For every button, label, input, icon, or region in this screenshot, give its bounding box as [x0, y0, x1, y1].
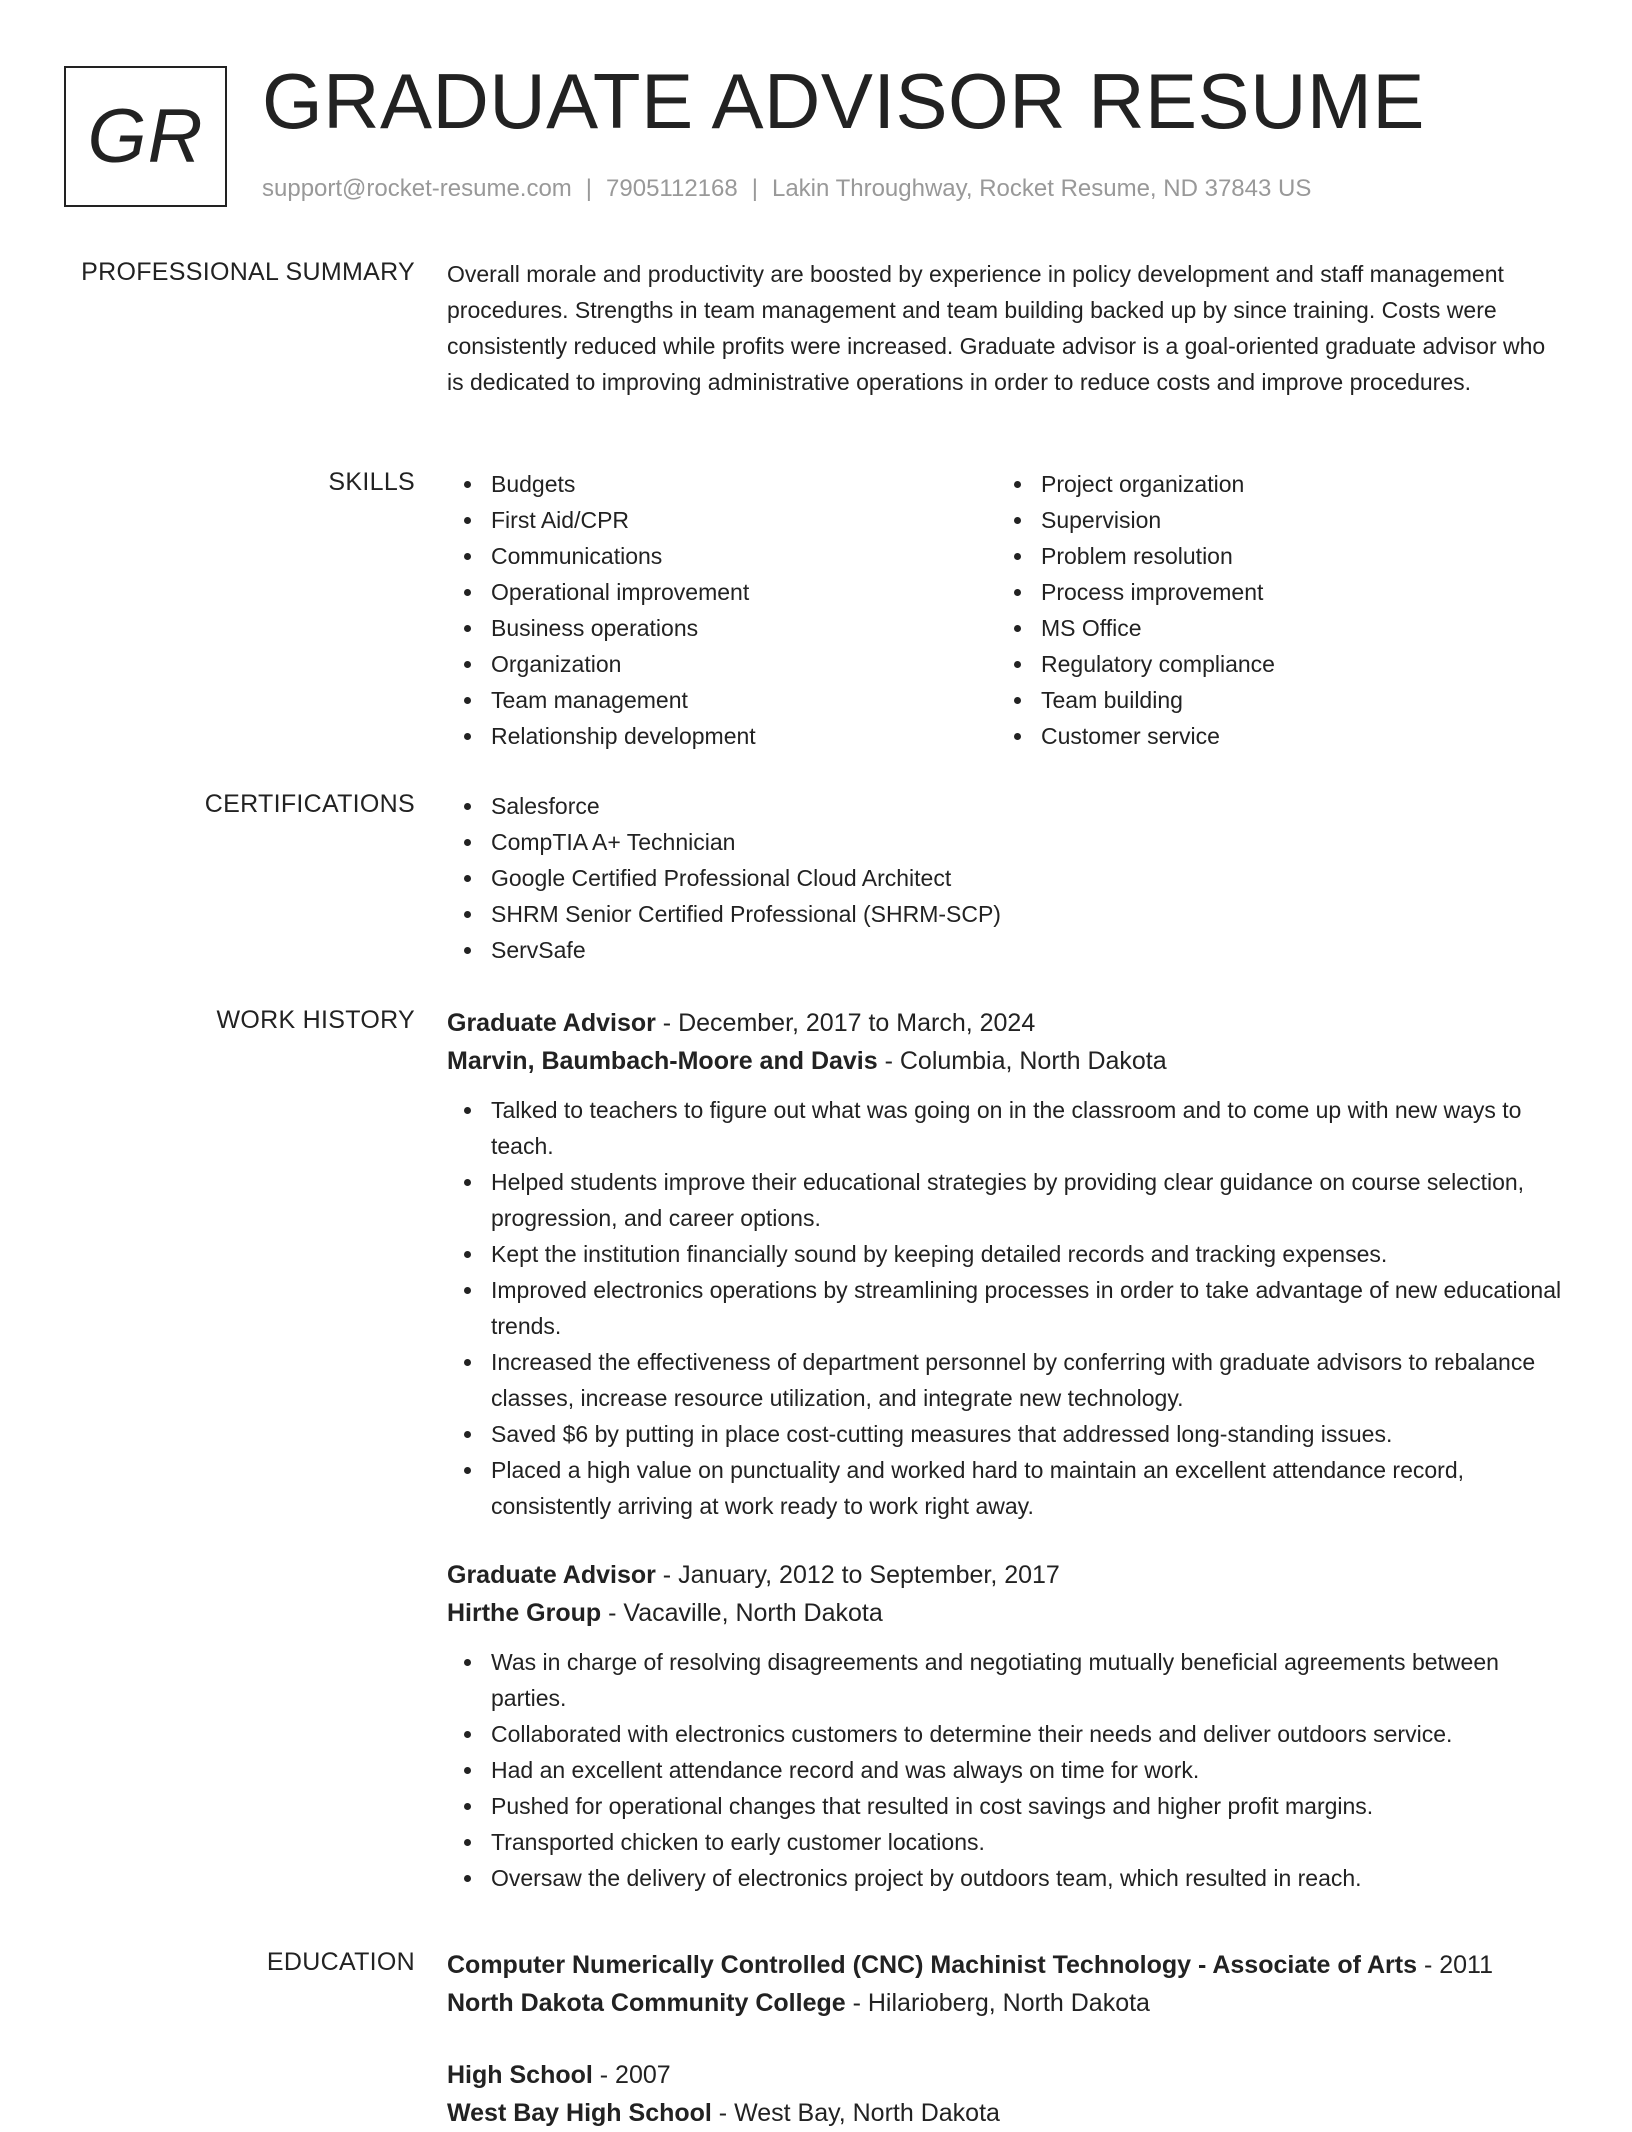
education-school: North Dakota Community College [447, 1989, 846, 2017]
education-degree: High School [447, 2061, 593, 2089]
list-item: Salesforce [447, 788, 1567, 824]
list-item: Google Certified Professional Cloud Architect [447, 860, 1567, 896]
job-company: Marvin, Baumbach-Moore and Davis [447, 1047, 878, 1075]
list-item: Customer service [997, 718, 1547, 754]
section-label-certifications: CERTIFICATIONS [204, 790, 415, 818]
job-location: - Columbia, North Dakota [877, 1047, 1167, 1075]
list-item: First Aid/CPR [447, 502, 997, 538]
list-item: Communications [447, 538, 997, 574]
job-bullets [447, 1092, 1567, 1524]
list-item: SHRM Senior Certified Professional (SHRM-SCP) [447, 896, 1567, 932]
job-title: Graduate Advisor [447, 1561, 656, 1589]
skills-grid [447, 466, 1567, 754]
list-item: Oversaw the delivery of electronics project by outdoors team, which resulted in reach. [447, 1860, 1567, 1896]
contact-separator: | [585, 175, 593, 202]
list-item: MS Office [997, 610, 1547, 646]
list-item: Collaborated with electronics customers to determine their needs and deliver outdoors service. [447, 1716, 1567, 1752]
contact-separator: | [751, 175, 758, 202]
list-item: Saved $6 by putting in place cost-cutting measures that addressed long-standing issues. [447, 1416, 1567, 1452]
list-item: Relationship development [447, 718, 997, 754]
skills-column-right [997, 466, 1547, 754]
contact-email: support@rocket-resume.com [262, 175, 572, 202]
skills-column-left [447, 466, 997, 754]
list-item: Business operations [447, 610, 997, 646]
education-school: West Bay High School [447, 2099, 712, 2127]
education-year: - 2011 [1417, 1951, 1494, 1979]
list-item: Increased the effectiveness of department personnel by conferring with graduate advisors to rebalance classes, increase resource utilization, and integrate new technology. [447, 1344, 1567, 1416]
education-degree-line [447, 2056, 1567, 2094]
education-location: - West Bay, North Dakota [711, 2099, 1000, 2127]
list-item: Talked to teachers to figure out what was going on in the classroom and to come up with new ways to teach. [447, 1092, 1567, 1164]
work-history-body [447, 1004, 1567, 1896]
list-item: Supervision [997, 502, 1547, 538]
education-degree: Computer Numerically Controlled (CNC) Machinist Technology - Associate of Arts [447, 1951, 1418, 1979]
job-company-line [447, 1042, 1567, 1080]
education-school-line [447, 1984, 1567, 2022]
list-item: Kept the institution financially sound by keeping detailed records and tracking expenses. [447, 1236, 1567, 1272]
list-item: Problem resolution [997, 538, 1547, 574]
education-location: - Hilarioberg, North Dakota [845, 1989, 1150, 2017]
education-entry [447, 1946, 1567, 2022]
education-body [447, 1946, 1567, 2132]
certifications-list [447, 788, 1567, 968]
job-bullets [447, 1644, 1567, 1896]
section-label-work-history: WORK HISTORY [216, 1006, 415, 1034]
job-company: Hirthe Group [447, 1599, 602, 1627]
list-item: Team management [447, 682, 997, 718]
list-item: Had an excellent attendance record and was always on time for work. [447, 1752, 1567, 1788]
job-dates: - December, 2017 to March, 2024 [655, 1009, 1036, 1037]
list-item: Team building [997, 682, 1547, 718]
list-item: CompTIA A+ Technician [447, 824, 1567, 860]
list-item: Organization [447, 646, 997, 682]
job-title-line [447, 1004, 1567, 1042]
job-title: Graduate Advisor [447, 1009, 656, 1037]
list-item: Was in charge of resolving disagreements and negotiating mutually beneficial agreements between parties. [447, 1644, 1567, 1716]
contact-address: Lakin Throughway, Rocket Resume, ND 37843 US [771, 175, 1312, 202]
education-year: - 2007 [592, 2061, 671, 2089]
list-item: Project organization [997, 466, 1547, 502]
list-item: Helped students improve their educational strategies by providing clear guidance on course selection, progression, and career options. [447, 1164, 1567, 1236]
list-item: ServSafe [447, 932, 1567, 968]
job-entry [447, 1556, 1567, 1896]
list-item: Budgets [447, 466, 997, 502]
job-company-line [447, 1594, 1567, 1632]
monogram-box [64, 66, 227, 207]
list-item: Process improvement [997, 574, 1547, 610]
resume-title: GRADUATE ADVISOR RESUME [262, 57, 1425, 145]
education-entry [447, 2056, 1567, 2132]
education-degree-line [447, 1946, 1567, 1984]
list-item: Improved electronics operations by streamlining processes in order to take advantage of new educational trends. [447, 1272, 1567, 1344]
job-location: - Vacaville, North Dakota [601, 1599, 883, 1627]
section-label-summary: PROFESSIONAL SUMMARY [81, 258, 415, 286]
section-label-skills: SKILLS [328, 468, 415, 496]
certifications-body [447, 788, 1567, 968]
job-dates: - January, 2012 to September, 2017 [655, 1561, 1060, 1589]
summary-text: Overall morale and productivity are boosted by experience in policy development and staff management procedures. Strengths in team management and team building backed up by since training. Costs were consistently reduced while profits were increased. Graduate advisor is a goal-oriented graduate advisor who is dedicated to improving administrative operations in order to reduce costs and improve procedures. [447, 261, 1546, 395]
list-item: Placed a high value on punctuality and worked hard to maintain an excellent attendance record, consistently arriving at work ready to work right away. [447, 1452, 1567, 1524]
job-entry [447, 1004, 1567, 1524]
monogram-initials: GR [87, 94, 204, 179]
list-item: Operational improvement [447, 574, 997, 610]
list-item: Transported chicken to early customer locations. [447, 1824, 1567, 1860]
education-school-line [447, 2094, 1567, 2132]
contact-line [262, 175, 1311, 203]
list-item: Pushed for operational changes that resulted in cost savings and higher profit margins. [447, 1788, 1567, 1824]
section-label-education: EDUCATION [266, 1948, 415, 1976]
contact-phone: 7905112168 [606, 175, 738, 202]
list-item: Regulatory compliance [997, 646, 1547, 682]
job-title-line [447, 1556, 1567, 1594]
